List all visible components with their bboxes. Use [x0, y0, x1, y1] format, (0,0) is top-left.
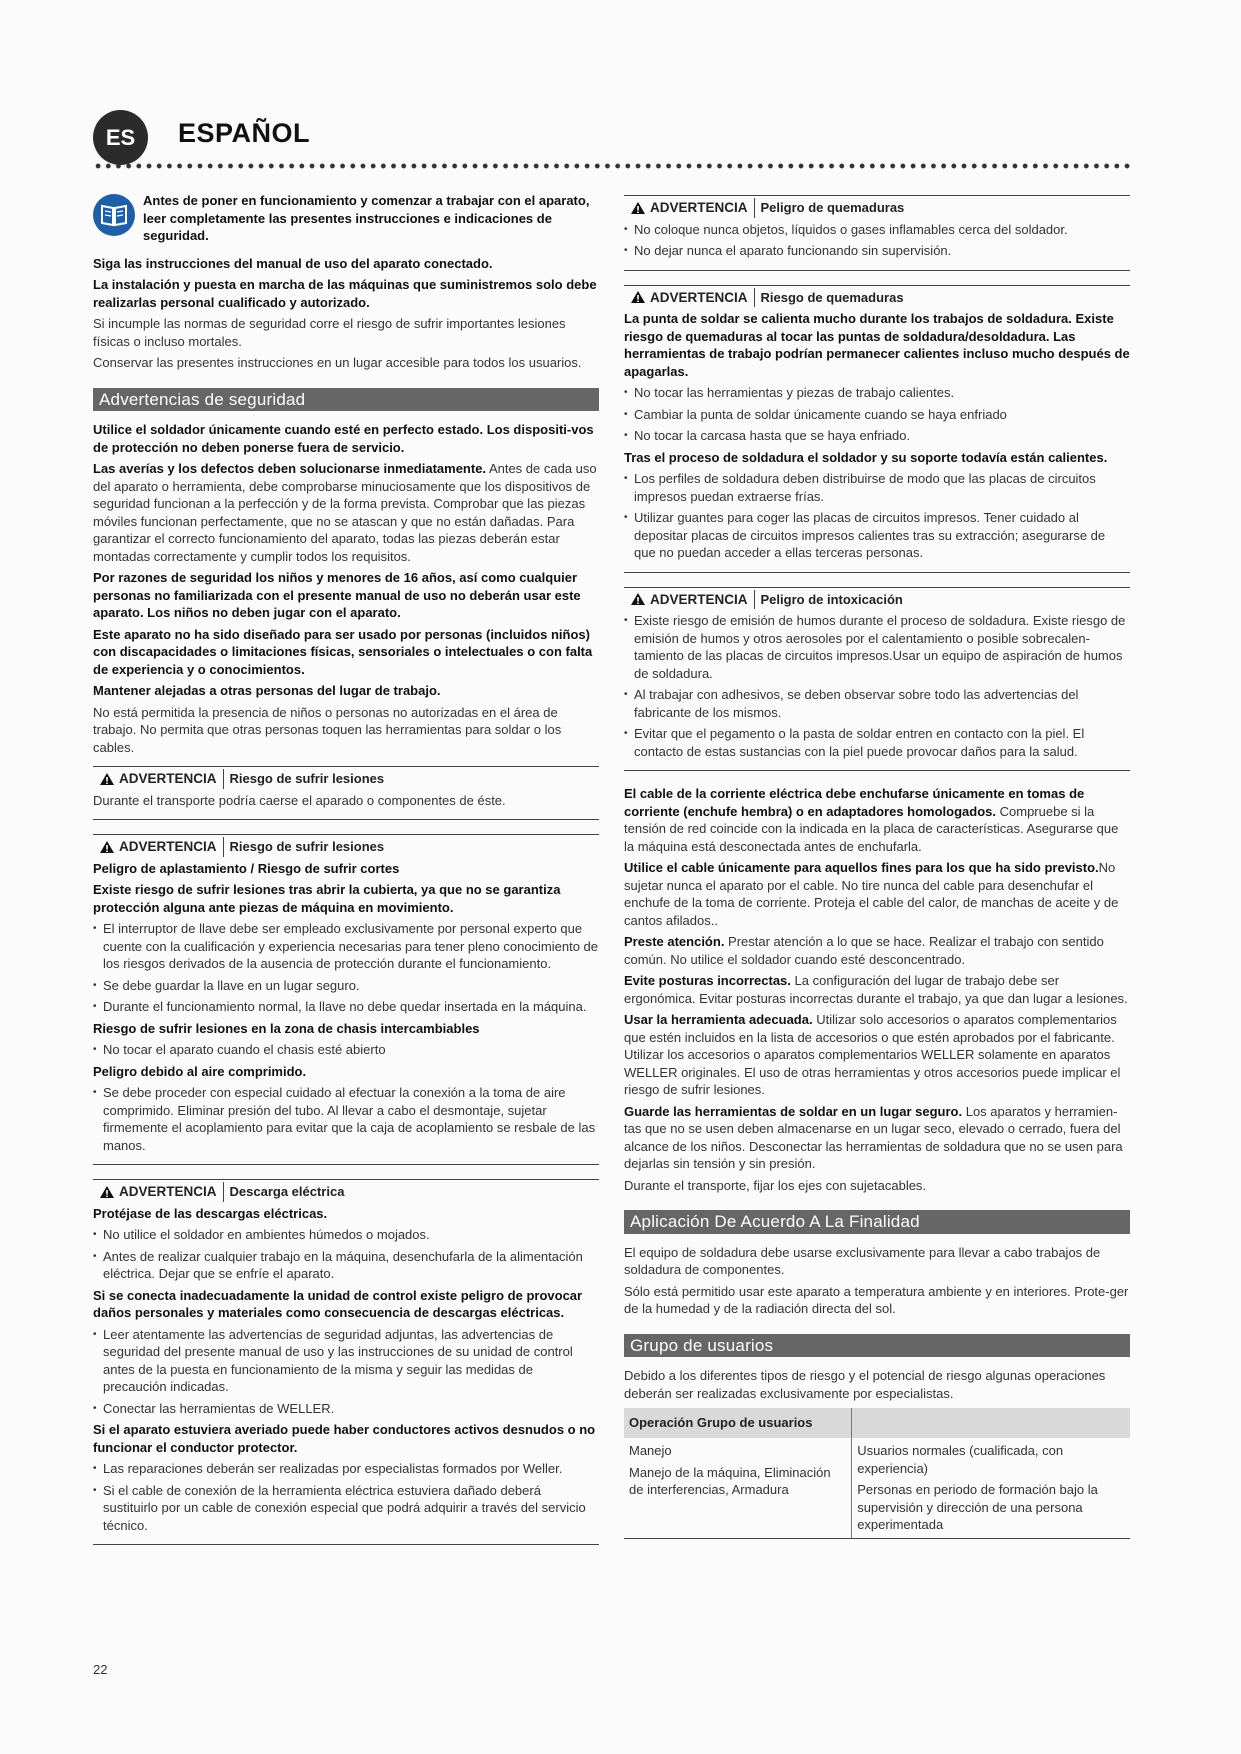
warning-label: ADVERTENCIA	[93, 769, 224, 789]
warning-list	[93, 1084, 599, 1154]
manual-book-icon	[93, 194, 135, 236]
warning-triangle-icon	[630, 290, 646, 304]
warning-box-electric	[93, 1179, 599, 1545]
warning-subheading: Peligro debido al aire comprimido.	[93, 1063, 307, 1079]
warning-box-intoxication	[624, 587, 1130, 772]
list-item: • Conectar las herramientas de WELLER.	[93, 1400, 599, 1418]
user-group-paragraph: Debido a los diferentes tipos de riesgo y el potencial de riesgo algunas operaciones deberán ser realizadas exclusivamente por especialistas.	[624, 1368, 1106, 1401]
warning-subheading: Tras el proceso de soldadura el soldador y su soporte todavía están calientes.	[624, 449, 1108, 465]
list-item: • Los perfiles de soldadura deben distribuirse de modo que las placas de circuitos impresos puedan extraerse frías.	[624, 470, 1130, 505]
list-item: • Antes de realizar cualquier trabajo en la máquina, desenchufarla de la alimentación eléctrica. Dejar que se enfríe el aparato.	[93, 1248, 599, 1283]
attention-paragraph: Preste atención. Prestar atención a lo que se hace. Realizar el trabajo con sentido común. No utilice el soldador cuando esté desconcentrado.	[624, 934, 1104, 967]
dotted-divider	[93, 163, 1133, 169]
safety-paragraph-4: Este aparato no ha sido diseñado para ser usado por personas (incluidos niños) con discapacidades o limitaciones físicas, sensoriales o intelectuales o con falta de experiencia y o conocimientos.	[93, 626, 593, 677]
table-row	[624, 1438, 1130, 1538]
warning-box-burns-1	[624, 195, 1130, 271]
posture-paragraph: Evite posturas incorrectas. La configuración del lugar de trabajo debe ser ergonómica. Evitar posturas incorrectas durante el trabajo, ya que dan lugar a lesiones.	[624, 973, 1128, 1006]
list-item: • No tocar el aparato cuando el chasis esté abierto	[93, 1041, 599, 1059]
warning-label: ADVERTENCIA	[624, 198, 755, 218]
list-item: • No utilice el soldador en ambientes húmedos o mojados.	[93, 1226, 599, 1244]
safety-paragraph-1: Utilice el soldador únicamente cuando esté en perfecto estado. Los dispositi-vos de protección no deben ponerse fuera de servicio.	[93, 422, 594, 455]
language-title: ESPAÑOL	[178, 118, 311, 148]
warning-label: ADVERTENCIA	[624, 590, 755, 610]
list-item: • No coloque nunca objetos, líquidos o gases inflamables cerca del soldador.	[624, 221, 1130, 239]
warning-list	[93, 1460, 599, 1534]
warning-list	[93, 1041, 599, 1059]
cable-use-paragraph: Utilice el cable únicamente para aquellos fines para los que ha sido previsto.No sujetar nunca el aparato por el cable. No tire nunca del cable para desenchufar el enchufe de la toma de corriente. Proteja el cable del calor, de manchas de aceite y de cantos afilados..	[624, 860, 1119, 928]
warning-triangle-icon	[99, 1185, 115, 1199]
warning-box-injury-1	[93, 766, 599, 820]
page-number: 22	[93, 1662, 108, 1677]
warning-list	[624, 470, 1130, 562]
list-item: • Durante el funcionamiento normal, la llave no debe quedar insertada en la máquina.	[93, 998, 599, 1016]
warning-subheading: Riesgo de sufrir lesiones en la zona de chasis intercambiables	[93, 1020, 480, 1036]
warning-label: ADVERTENCIA	[93, 837, 224, 857]
user-group-table	[624, 1408, 1130, 1539]
warning-box-burns-2	[624, 285, 1130, 573]
warning-title: Descarga eléctrica	[229, 1184, 345, 1199]
intro-paragraph-3: La instalación y puesta en marcha de las máquinas que suministremos solo debe realizarlas personal cualificado y autorizado.	[93, 277, 597, 310]
intro-paragraph-5: Conservar las presentes instrucciones en un lugar accesible para todos los usuarios.	[93, 355, 582, 370]
warning-title: Riesgo de sufrir lesiones	[229, 839, 385, 854]
safety-heading: Advertencias de seguridad	[93, 388, 599, 412]
warning-label: ADVERTENCIA	[624, 288, 755, 308]
tool-paragraph: Usar la herramienta adecuada. Utilizar solo accesorios o aparatos complementarios que estén incluidos en la lista de accesorios o que estén aprobados por el fabricante. Utilizar los accesorios o aparatos complementarios WELLER solamente en aparatos WELLER originales. El uso de otras herramientas y otros accesorios puede implicar el riesgo de sufrir lesiones.	[624, 1012, 1121, 1097]
list-item: • Existe riesgo de emisión de humos durante el proceso de soldadura. Existe riesgo de emisión de humos y otros aerosoles por el calentamiento o posible sobrecalen-tamiento de las placas de circuitos impresos.Usar un equipo de aspiración de humos de soldadura.	[624, 612, 1130, 682]
language-badge: ES	[93, 110, 148, 165]
warning-subheading: La punta de soldar se calienta mucho durante los trabajos de soldadura. Existe riesgo de quemaduras al tocar las puntas de soldadura/desoldadura. Las herramientas de trabajo podrían permanecer calientes incluso mucho después de apagarlas.	[624, 311, 1130, 379]
warning-subheading: Peligro de aplastamiento / Riesgo de sufrir cortes	[93, 860, 400, 876]
list-item: • No tocar la carcasa hasta que se haya enfriado.	[624, 427, 1130, 445]
warning-triangle-icon	[99, 772, 115, 786]
list-item: • El interruptor de llave debe ser empleado exclusivamente por personal experto que cuente con la cualificación y experiencia necesarias para tener pleno conocimiento de los riesgos derivados de la ausencia de protección durante el funcionamiento.	[93, 920, 599, 973]
warning-box-injury-2	[93, 834, 599, 1165]
warning-triangle-icon	[630, 201, 646, 215]
list-item: • No dejar nunca el aparato funcionando sin supervisión.	[624, 242, 1130, 260]
intro-paragraph-4: Si incumple las normas de seguridad corre el riesgo de sufrir importantes lesiones físicas o incluso mortales.	[93, 316, 566, 349]
warning-label: ADVERTENCIA	[93, 1182, 224, 1202]
warning-list	[93, 1326, 599, 1418]
list-item: • Leer atentamente las advertencias de seguridad adjuntas, las advertencias de seguridad del presente manual de uso y las instrucciones de su unidad de control antes de la puesta en funcionamiento de la misma y seguir las medidas de precaución indicadas.	[93, 1326, 599, 1396]
list-item: • Al trabajar con adhesivos, se deben observar sobre todo las advertencias del fabricante de los mismos.	[624, 686, 1130, 721]
warning-title: Peligro de quemaduras	[760, 200, 905, 215]
power-cable-paragraph: El cable de la corriente eléctrica debe enchufarse únicamente en tomas de corriente (enchufe hembra) o en adaptadores homologados. Compruebe si la tensión de red coincide con la indicada en la placa de características. Asegurarse que la máquina está desconectada antes de enchufarla.	[624, 786, 1119, 854]
warning-subheading: Protéjase de las descargas eléctricas.	[93, 1205, 328, 1221]
list-item: • Si el cable de conexión de la herramienta eléctrica estuviera dañado deberá sustituirlo por un cable de conexión especial que podrá adquirir a través del servicio técnico.	[93, 1482, 599, 1535]
user-group-heading: Grupo de usuarios	[624, 1334, 1130, 1358]
intro-paragraph-2: Siga las instrucciones del manual de uso del aparato conectado.	[93, 255, 493, 271]
warning-title: Riesgo de quemaduras	[760, 289, 904, 305]
intended-use-heading: Aplicación De Acuerdo A La Finalidad	[624, 1210, 1130, 1234]
safety-paragraph-5: Mantener alejadas a otras personas del lugar de trabajo.	[93, 683, 441, 698]
warning-list	[624, 384, 1130, 445]
warning-list	[624, 612, 1130, 760]
right-column	[624, 192, 1130, 1539]
table-cell: Usuarios normales (cualificada, con experiencia) Personas en periodo de formación bajo la supervisión y dirección de una persona experimentada	[852, 1438, 1130, 1538]
warning-list	[624, 221, 1130, 260]
table-header: Operación Grupo de usuarios	[624, 1408, 852, 1438]
safety-paragraph-2: Las averías y los defectos deben solucionarse inmediatamente. Antes de cada uso del aparato o herramienta, debe comprobarse minuciosamente que los dispositivos de seguridad funcionan a la perfección y de la forma prevista. Comprobar que las piezas móviles funcionan perfectamente, que no se atascan y que no están dañadas. Para garantizar el correcto funcionamiento del aparato, todas las piezas deberán estar montadas correctamente y cumplir todos los requisitos.	[93, 461, 597, 564]
table-header-empty	[852, 1408, 1130, 1438]
warning-title: Riesgo de sufrir lesiones	[229, 771, 385, 786]
list-item: • Se debe guardar la llave en un lugar seguro.	[93, 977, 599, 995]
intended-use-paragraph-2: Sólo está permitido usar este aparato a temperatura ambiente y en interiores. Prote-ger de la humedad y de la radiación directa del sol.	[624, 1283, 1129, 1316]
warning-subheading: Si el aparato estuviera averiado puede haber conductores activos desnudos o no funcionar el conductor protector.	[93, 1422, 596, 1455]
list-item: • Utilizar guantes para coger las placas de circuitos impresos. Tener cuidado al depositar placas de circuitos impresos calientes tras su extracción; asegurarse de que no puedan acceder a ellas terceras personas.	[624, 509, 1130, 562]
list-item: • Se debe proceder con especial cuidado al efectuar la conexión a la toma de aire comprimido. Eliminar presión del tubo. Al llevar a cabo el desmontaje, sujetar firmemente el acoplamiento para evitar que la caja de acoplamiento se resbale de las manos.	[93, 1084, 599, 1154]
list-item: • Evitar que el pegamento o la pasta de soldar entren en contacto con la piel. El contacto de estas sustancias con la piel puede provocar daños para la salud.	[624, 725, 1130, 760]
safety-paragraph-3: Por razones de seguridad los niños y menores de 16 años, así como cualquier personas no familiarizada con el presente manual de uso no deberán usar este aparato. Los niños no deben jugar con el aparato.	[93, 570, 581, 620]
table-cell: Manejo Manejo de la máquina, Eliminación de interferencias, Armadura	[624, 1438, 852, 1538]
warning-subheading: Si se conecta inadecuadamente la unidad de control existe peligro de provocar daños personales y materiales como consecuencia de descargas eléctricas.	[93, 1287, 583, 1320]
intended-use-paragraph-1: El equipo de soldadura debe usarse exclusivamente para llevar a cabo trabajos de soldadura de componentes.	[624, 1244, 1101, 1277]
left-column	[93, 192, 599, 1559]
warning-list	[93, 920, 599, 1016]
warning-subheading: Existe riesgo de sufrir lesiones tras abrir la cubierta, ya que no se garantiza protección alguna ante piezas de máquina en movimiento.	[93, 882, 561, 915]
list-item: • Cambiar la punta de soldar únicamente cuando se haya enfriado	[624, 406, 1130, 424]
list-item: • No tocar las herramientas y piezas de trabajo calientes.	[624, 384, 1130, 402]
warning-list	[93, 1226, 599, 1283]
warning-triangle-icon	[630, 592, 646, 606]
storage-paragraph: Guarde las herramientas de soldar en un lugar seguro. Los aparatos y herramien-tas que no se usen deben almacenarse en un lugar seco, elevado o cerrado, fuera del alcance de los niños. Desconectar las herramientas de soldadura que no se usen para dejarlas sin tensión y sin presión.	[624, 1103, 1123, 1171]
transport-paragraph: Durante el transporte, fijar los ejes con sujetacables.	[624, 1177, 927, 1193]
intro-paragraph-1: Antes de poner en funcionamiento y comenzar a trabajar con el aparato, leer completamente las presentes instrucciones e indicaciones de seguridad.	[143, 193, 590, 243]
warning-text: Durante el transporte podría caerse el aparado o componentes de éste.	[93, 792, 506, 808]
warning-title: Peligro de intoxicación	[760, 591, 903, 607]
warning-triangle-icon	[99, 840, 115, 854]
list-item: • Las reparaciones deberán ser realizadas por especialistas formados por Weller.	[93, 1460, 599, 1478]
safety-paragraph-6: No está permitida la presencia de niños o personas no autorizadas en el área de trabajo. No permita que otras personas toquen las herramientas para soldar o los cables.	[93, 704, 562, 755]
intro-block	[93, 192, 599, 249]
